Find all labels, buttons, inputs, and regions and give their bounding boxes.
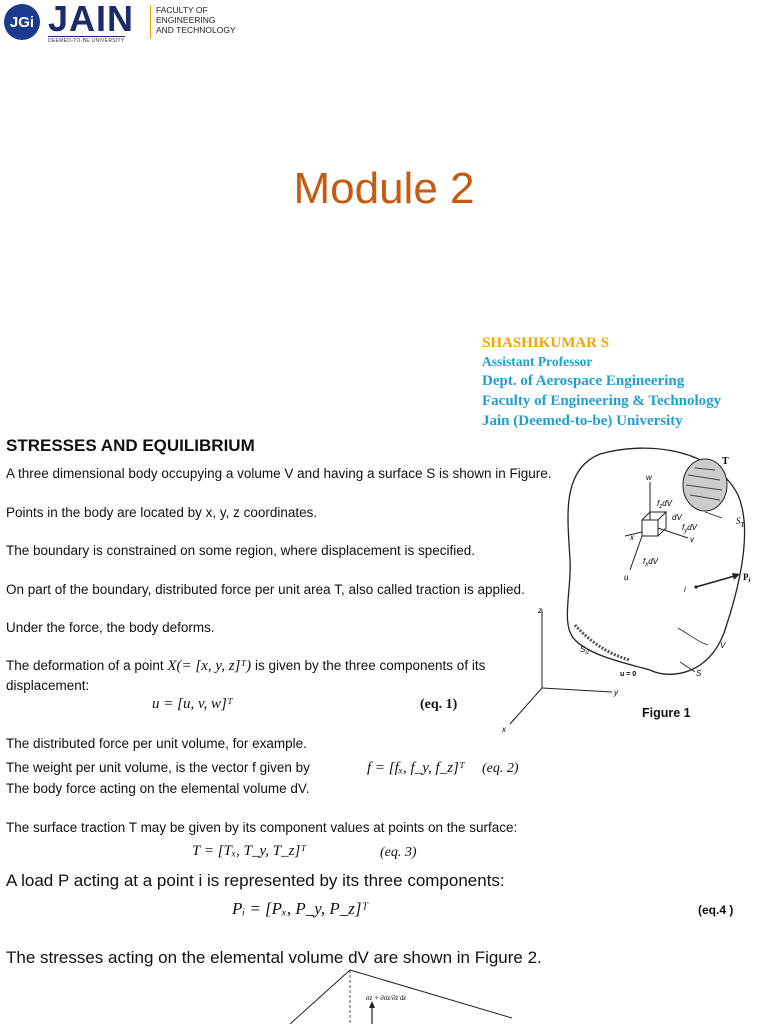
deformation-text-a: The deformation of a point bbox=[6, 658, 168, 673]
paragraph-coordinates: Points in the body are located by x, y, z coordinates. bbox=[6, 505, 318, 520]
paragraph-weight: The weight per unit volume, is the vector f given by bbox=[6, 760, 310, 775]
label-x-global: x bbox=[502, 725, 506, 734]
point-vector-math: X(= [x, y, z]ᵀ) bbox=[167, 658, 252, 674]
figure-1-caption: Figure 1 bbox=[642, 706, 691, 720]
label-i: i bbox=[684, 585, 686, 594]
global-axis-y bbox=[542, 688, 612, 692]
faculty-label bbox=[156, 5, 236, 35]
paragraph-deforms: Under the force, the body deforms. bbox=[6, 620, 215, 635]
label-dV: dV bbox=[672, 513, 682, 522]
author-block bbox=[482, 333, 721, 431]
jgi-logo-icon: JGi bbox=[4, 4, 40, 40]
global-axis-x bbox=[510, 688, 542, 724]
leader-ST bbox=[705, 512, 722, 518]
leader-S bbox=[680, 662, 695, 672]
equation-2-label: (eq. 2) bbox=[482, 761, 519, 776]
label-u: u bbox=[624, 573, 629, 582]
label-x-local: x bbox=[630, 533, 634, 542]
author-name: SHASHIKUMAR S bbox=[482, 335, 610, 351]
equation-2: f = [fₓ, f_y, f_z]ᵀ bbox=[367, 760, 465, 776]
label-Su: $S_u$ bbox=[580, 645, 589, 656]
paragraph-load: A load P acting at a point i is represented by its three components: bbox=[6, 871, 505, 890]
jain-logo-word: JAIN bbox=[48, 0, 135, 39]
author-faculty: Faculty of Engineering & Technology bbox=[482, 393, 722, 409]
label-fy: $f_ydV$ bbox=[682, 523, 698, 534]
logo-divider bbox=[150, 5, 151, 39]
label-T: T bbox=[722, 456, 729, 467]
constrained-region bbox=[575, 625, 630, 660]
paragraph-displacement: displacement: bbox=[6, 678, 90, 693]
stress-arrowhead bbox=[369, 1001, 375, 1008]
equation-3-label: (eq. 3) bbox=[380, 845, 417, 860]
paragraph-boundary: The boundary is constrained on some region, where displacement is specified. bbox=[6, 543, 476, 558]
equation-1-label: (eq. 1) bbox=[420, 697, 458, 712]
author-dept: Dept. of Aerospace Engineering bbox=[482, 373, 685, 389]
paragraph-traction: On part of the boundary, distributed force per unit area T, also called traction is applied. bbox=[6, 582, 525, 597]
label-w: w bbox=[646, 473, 652, 482]
label-V: V bbox=[720, 641, 726, 650]
cube-edge-left bbox=[290, 970, 350, 1024]
equation-1: u = [u, v, w]ᵀ bbox=[152, 696, 233, 712]
label-fz: $f_zdV$ bbox=[657, 499, 673, 510]
element-dV bbox=[642, 520, 658, 536]
faculty-line-2: ENGINEERING bbox=[156, 15, 216, 25]
label-u-zero: u = 0 bbox=[620, 671, 637, 678]
figure-1-diagram bbox=[500, 440, 768, 740]
figure-2-diagram bbox=[280, 968, 520, 1024]
label-ST: $S_T$ bbox=[736, 516, 745, 529]
logo-subtitle: DEEMED-TO-BE UNIVERSITY bbox=[48, 38, 125, 44]
label-fx: $f_xdV$ bbox=[643, 557, 659, 568]
label-Pi: $P_i$ bbox=[743, 572, 751, 584]
paragraph-stresses: The stresses acting on the elemental volume dV are shown in Figure 2. bbox=[6, 948, 542, 967]
leader-V bbox=[678, 628, 708, 645]
paragraph-surface-traction: The surface traction T may be given by its component values at points on the surface: bbox=[6, 820, 518, 835]
paragraph-body-force: The body force acting on the elemental volume dV. bbox=[6, 781, 310, 796]
faculty-line-1: FACULTY OF bbox=[156, 5, 208, 15]
paragraph-deformation bbox=[6, 658, 485, 675]
section-heading: STRESSES AND EQUILIBRIUM bbox=[6, 436, 255, 455]
paragraph-body-volume: A three dimensional body occupying a volume V and having a surface S is shown in Figure. bbox=[6, 466, 552, 481]
label-S: S bbox=[696, 669, 702, 678]
load-arrow bbox=[696, 575, 738, 587]
label-v: v bbox=[690, 535, 694, 544]
stress-label: σz + ∂σz/∂z dz bbox=[366, 994, 407, 1002]
faculty-line-3: AND TECHNOLOGY bbox=[156, 25, 236, 35]
label-y: y bbox=[614, 688, 618, 697]
paragraph-distributed-force: The distributed force per unit volume, for example. bbox=[6, 736, 307, 751]
equation-4-label: (eq.4 ) bbox=[698, 903, 734, 917]
author-university: Jain (Deemed-to-be) University bbox=[482, 413, 683, 429]
deformation-text-b: is given by the three components of its bbox=[251, 658, 486, 673]
equation-3: T = [Tₓ, T_y, T_z]ᵀ bbox=[192, 843, 307, 859]
equation-4: Pᵢ = [Pₓ, P_y, P_z]ᵀ bbox=[232, 899, 369, 918]
label-z: z bbox=[538, 606, 542, 615]
author-role: Assistant Professor bbox=[482, 354, 593, 369]
page-title: Module 2 bbox=[293, 164, 475, 213]
